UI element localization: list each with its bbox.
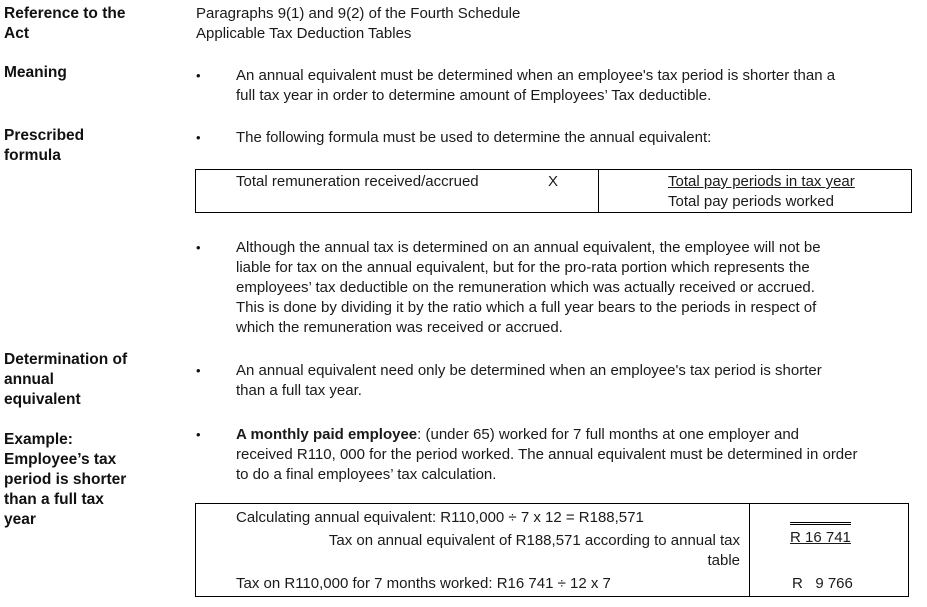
result-tax-worked: R 9 766 xyxy=(792,575,853,592)
label-meaning: Meaning xyxy=(4,64,67,81)
formula-divider xyxy=(598,170,599,212)
formula-box xyxy=(195,169,912,213)
although-text: Although the annual tax is determined on an annual equivalent, the employee will not be liable for tax on the annual equivalent, but for the pro-rata portion which represents the employees’ tax deductible on the remuneration which was actually received or accrued. This is done by dividing it by the ratio which a full year bears to the periods in respect of which the remuneration was received or accrued. xyxy=(236,239,821,336)
calculation-box xyxy=(195,503,909,597)
bullet-example: • xyxy=(196,427,201,442)
calc-line-annual-equivalent: Calculating annual equivalent: R110,000 ÷ 7 x 12 = R188,571 xyxy=(236,509,644,526)
label-determination: Determination of annual equivalent xyxy=(4,351,128,408)
bullet-formula: • xyxy=(196,130,201,145)
example-text: A monthly paid employee: (under 65) worked for 7 full months at one employer and received R110, 000 for the period worked. The annual equivalent must be determined in order to do a final employees’ tax calculation. xyxy=(236,426,858,483)
bullet-determination: • xyxy=(196,363,201,378)
calc-line-tax-worked: Tax on R110,000 for 7 months worked: R16 741 ÷ 12 x 7 xyxy=(236,575,611,592)
determination-text: An annual equivalent need only be determined when an employee's tax period is shorter than a full tax year. xyxy=(236,362,822,399)
formula-intro: The following formula must be used to determine the annual equivalent: xyxy=(236,129,712,146)
bullet-meaning: • xyxy=(196,68,201,83)
formula-numerator-left: Total remuneration received/accrued xyxy=(236,173,479,190)
calc-line-tax-annual: Tax on annual equivalent of R188,571 according to annual tax table xyxy=(328,532,740,569)
label-reference-to-the-act: Reference to the Act xyxy=(4,5,126,42)
formula-times: X xyxy=(548,173,559,190)
calc-divider xyxy=(749,504,750,596)
label-prescribed-formula: Prescribed formula xyxy=(4,127,85,164)
result-tax-annual: R 16 741 xyxy=(790,522,851,548)
formula-ratio: Total pay periods in tax year Total pay periods worked xyxy=(668,173,855,210)
label-example: Example: Employee’s tax period is shorter than a full tax year xyxy=(4,431,127,528)
reference-text: Paragraphs 9(1) and 9(2) of the Fourth Schedule Applicable Tax Deduction Tables xyxy=(196,5,521,42)
bullet-although: • xyxy=(196,240,201,255)
example-bold-lead: A monthly paid employee xyxy=(236,426,418,443)
meaning-text: An annual equivalent must be determined when an employee's tax period is shorter than a full tax year in order to determine amount of Employees’ Tax deductible. xyxy=(236,67,836,104)
